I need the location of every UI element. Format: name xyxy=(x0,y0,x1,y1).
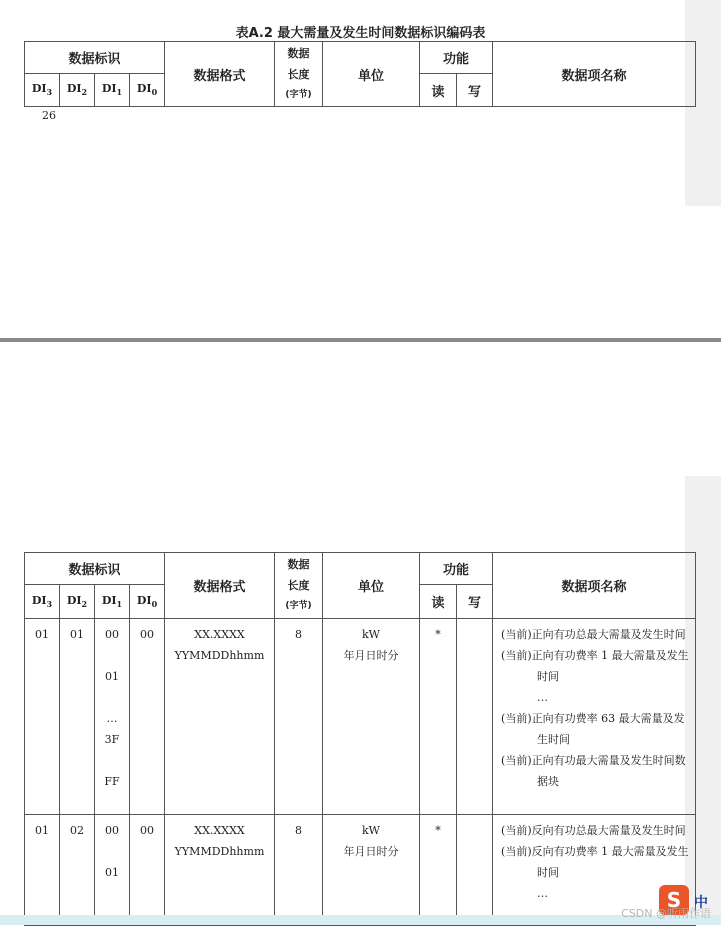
header-data-length: 数据 长度 (字节) xyxy=(275,42,323,107)
di1-cell: 00 01 … 3F FF xyxy=(95,619,130,815)
header-unit: 单位 xyxy=(323,42,420,107)
header-data-id: 数据标识 xyxy=(25,42,165,74)
format-cell: XX.XXXX YYMMDDhhmm xyxy=(165,815,275,926)
read-cell: * xyxy=(420,619,457,815)
header-di3: $DI_3$ xyxy=(25,74,60,107)
di3-cell: 01 xyxy=(25,815,60,926)
di3-cell: 01 xyxy=(25,619,60,815)
header-di1: $DI_1$ xyxy=(95,74,130,107)
header-item-name: 数据项名称 xyxy=(493,42,696,107)
di1-cell: 00 01 xyxy=(95,815,130,926)
di2-cell: 02 xyxy=(60,815,95,926)
bottom-bar xyxy=(0,915,721,925)
header-write: 写 xyxy=(457,74,493,107)
di2-cell: 01 xyxy=(60,619,95,815)
header-di2: $DI_2$ xyxy=(60,585,95,619)
table-title: 表A.2 最大需量及发生时间数据标识编码表 xyxy=(235,26,486,41)
unit-cell: kW 年月日时分 xyxy=(323,619,420,815)
item-name-cell: (当前)反向有功总最大需量及发生时间 (当前)反向有功费率 1 最大需量及发生时间 … xyxy=(493,815,696,926)
length-cell: 8 xyxy=(275,619,323,815)
header-read: 读 xyxy=(420,585,457,619)
header-table-top xyxy=(24,41,696,107)
ime-language-toggle[interactable]: 中 xyxy=(694,895,708,911)
table-row xyxy=(25,619,696,815)
header-data-id: 数据标识 xyxy=(25,553,165,585)
header-di0: $DI_0$ xyxy=(130,585,165,619)
length-cell: 8 xyxy=(275,815,323,926)
header-di0: $DI_0$ xyxy=(130,74,165,107)
read-cell: * xyxy=(420,815,457,926)
page-divider xyxy=(0,338,721,342)
format-cell: XX.XXXX YYMMDDhhmm xyxy=(165,619,275,815)
data-table xyxy=(24,552,696,926)
table-row xyxy=(25,815,696,926)
header-di2: $DI_2$ xyxy=(60,74,95,107)
header-data-format: 数据格式 xyxy=(165,42,275,107)
header-data-format: 数据格式 xyxy=(165,553,275,619)
item-name-cell: (当前)正向有功总最大需量及发生时间 (当前)正向有功费率 1 最大需量及发生时间 … (当前)正向有功费率 63 最大需量及发生时间 (当前)正向有功最大需量及发生时间数据块 xyxy=(493,619,696,815)
header-data-length: 数据 长度 (字节) xyxy=(275,553,323,619)
header-write: 写 xyxy=(457,585,493,619)
write-cell xyxy=(457,619,493,815)
di0-cell: 00 xyxy=(130,815,165,926)
watermark: CSDN @听雨作语 xyxy=(621,907,711,920)
unit-cell: kW 年月日时分 xyxy=(323,815,420,926)
header-unit: 单位 xyxy=(323,553,420,619)
header-di3: $DI_3$ xyxy=(25,585,60,619)
di0-cell: 00 xyxy=(130,619,165,815)
header-read: 读 xyxy=(420,74,457,107)
write-cell xyxy=(457,815,493,926)
header-function: 功能 xyxy=(420,42,493,74)
header-function: 功能 xyxy=(420,553,493,585)
header-item-name: 数据项名称 xyxy=(493,553,696,619)
ime-logo-icon[interactable]: S xyxy=(659,885,689,915)
header-di1: $DI_1$ xyxy=(95,585,130,619)
page-number: 26 xyxy=(42,109,56,122)
